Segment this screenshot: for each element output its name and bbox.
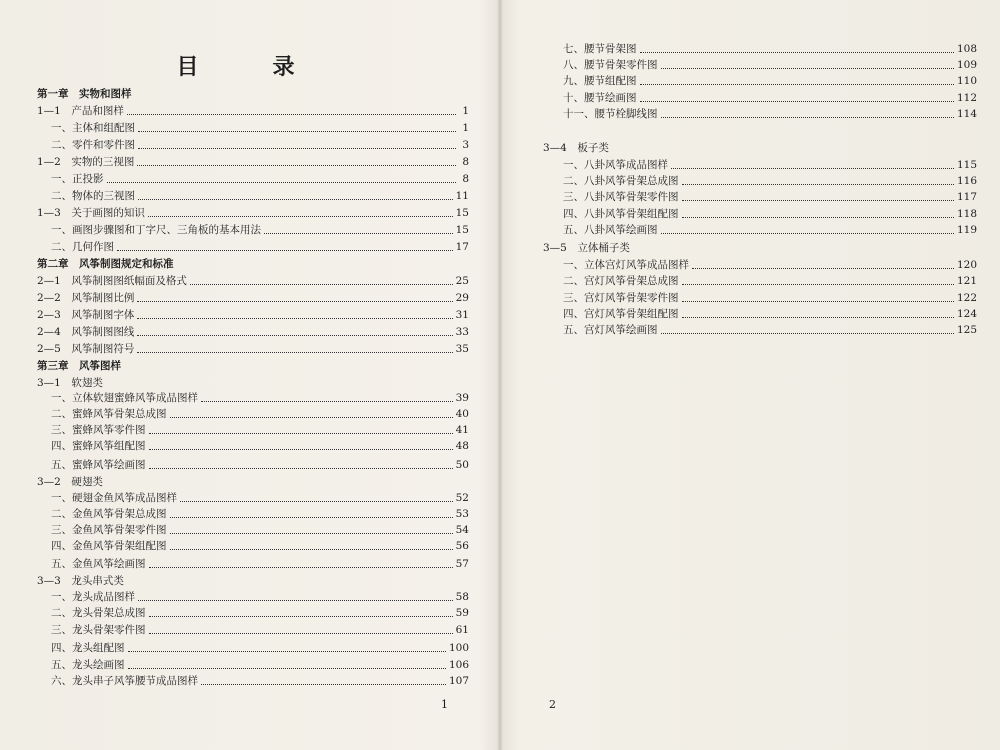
toc-entry-page: 25 bbox=[455, 275, 469, 287]
dot-leader bbox=[661, 333, 954, 334]
toc-entry-title: 三、龙头骨架零件图 bbox=[51, 624, 146, 636]
dot-leader bbox=[138, 131, 456, 132]
dot-leader bbox=[180, 501, 453, 502]
toc-entry bbox=[51, 171, 469, 187]
toc-entry-title: 八、腰节骨架零件图 bbox=[563, 59, 658, 71]
dot-leader bbox=[682, 200, 954, 201]
toc-entry-page: 120 bbox=[956, 259, 977, 271]
toc-entry-title: 3—5 立体桶子类 bbox=[543, 242, 630, 254]
toc-entry bbox=[51, 422, 469, 438]
toc-entry-title: 3—1 软翅类 bbox=[37, 377, 103, 389]
toc-entry-page: 15 bbox=[455, 224, 469, 236]
toc-entry-title: 一、主体和组配图 bbox=[51, 122, 135, 134]
dot-leader bbox=[170, 533, 453, 534]
toc-entry-title: 2—2 风筝制图比例 bbox=[37, 292, 135, 304]
toc-entry bbox=[37, 205, 469, 221]
toc-entry-page: 1 bbox=[462, 122, 469, 134]
toc-entry bbox=[543, 240, 977, 256]
dot-leader bbox=[117, 250, 453, 251]
toc-entry-title: 二、龙头骨架总成图 bbox=[51, 607, 146, 619]
dot-leader bbox=[190, 284, 453, 285]
toc-entry-page: 8 bbox=[462, 156, 469, 168]
toc-entry bbox=[51, 120, 469, 136]
dot-leader bbox=[170, 549, 453, 550]
toc-entry-page: 31 bbox=[455, 309, 469, 321]
toc-entry bbox=[563, 322, 977, 338]
dot-leader bbox=[149, 433, 453, 434]
toc-entry bbox=[37, 375, 469, 391]
toc-entry-page: 48 bbox=[455, 440, 469, 452]
toc-entry-page: 115 bbox=[956, 159, 977, 171]
toc-entry bbox=[51, 137, 469, 153]
toc-entry-title: 1—1 产品和图样 bbox=[37, 105, 124, 117]
toc-entry-title: 一、正投影 bbox=[51, 173, 104, 185]
dot-leader bbox=[201, 401, 453, 402]
toc-entry bbox=[51, 538, 469, 554]
toc-entry-title: 四、龙头组配图 bbox=[51, 642, 125, 654]
toc-entry-page: 109 bbox=[956, 59, 977, 71]
toc-entry-title: 2—1 风筝制图图纸幅面及格式 bbox=[37, 275, 187, 287]
dot-leader bbox=[128, 668, 446, 669]
toc-entry bbox=[51, 457, 469, 473]
toc-entry-title: 五、龙头绘画图 bbox=[51, 659, 125, 671]
toc-entry-title: 十一、腰节栓脚线图 bbox=[563, 108, 658, 120]
toc-entry bbox=[563, 257, 977, 273]
toc-entry bbox=[51, 490, 469, 506]
toc-entry-page: 17 bbox=[455, 241, 469, 253]
dot-leader bbox=[661, 117, 954, 118]
dot-leader bbox=[170, 517, 453, 518]
toc-entry bbox=[51, 406, 469, 422]
toc-entry-page: 29 bbox=[455, 292, 469, 304]
toc-entry-title: 五、宫灯风筝绘画图 bbox=[563, 324, 658, 336]
toc-entry bbox=[563, 290, 977, 306]
toc-entry-title: 一、八卦风筝成品图样 bbox=[563, 159, 668, 171]
dot-leader bbox=[640, 101, 954, 102]
dot-leader bbox=[137, 352, 452, 353]
toc-entry bbox=[37, 290, 469, 306]
toc-entry bbox=[51, 589, 469, 605]
toc-entry bbox=[563, 73, 977, 89]
dot-leader bbox=[640, 84, 954, 85]
toc-entry bbox=[37, 103, 469, 119]
toc-entry-page: 54 bbox=[455, 524, 469, 536]
toc-entry bbox=[563, 273, 977, 289]
toc-entry-title: 3—4 板子类 bbox=[543, 142, 609, 154]
toc-entry-title: 二、物体的三视图 bbox=[51, 190, 135, 202]
toc-entry bbox=[37, 474, 469, 490]
page-number-right: 2 bbox=[549, 698, 556, 711]
toc-entry-title: 二、几何作图 bbox=[51, 241, 114, 253]
toc-entry-title: 第一章 实物和图样 bbox=[37, 88, 132, 100]
toc-entry-title: 三、宫灯风筝骨架零件图 bbox=[563, 292, 679, 304]
toc-entry-title: 二、八卦风筝骨架总成图 bbox=[563, 175, 679, 187]
toc-entry bbox=[563, 222, 977, 238]
dot-leader bbox=[137, 335, 452, 336]
toc-entry bbox=[563, 41, 977, 57]
toc-entry-page: 11 bbox=[455, 190, 469, 202]
dot-leader bbox=[149, 449, 453, 450]
toc-entry-title: 2—5 风筝制图符号 bbox=[37, 343, 135, 355]
toc-entry bbox=[51, 657, 469, 673]
toc-entry bbox=[563, 157, 977, 173]
toc-entry bbox=[563, 57, 977, 73]
dot-leader bbox=[149, 633, 453, 634]
toc-entry-page: 106 bbox=[448, 659, 469, 671]
dot-leader bbox=[138, 148, 456, 149]
dot-leader bbox=[682, 184, 954, 185]
toc-entry-page: 112 bbox=[956, 92, 977, 104]
dot-leader bbox=[170, 417, 453, 418]
toc-entry bbox=[37, 273, 469, 289]
toc-entry-page: 3 bbox=[462, 139, 469, 151]
dot-leader bbox=[148, 216, 453, 217]
dot-leader bbox=[682, 301, 954, 302]
toc-entry-title: 三、八卦风筝骨架零件图 bbox=[563, 191, 679, 203]
toc-entry bbox=[51, 605, 469, 621]
left-page bbox=[0, 0, 497, 750]
dot-leader bbox=[138, 600, 453, 601]
toc-entry-page: 58 bbox=[455, 591, 469, 603]
toc-entry-page: 122 bbox=[956, 292, 977, 304]
toc-entry-title: 一、立体宫灯风筝成品图样 bbox=[563, 259, 689, 271]
toc-entry-title: 五、蜜蜂风筝绘画图 bbox=[51, 459, 146, 471]
toc-entry-title: 三、蜜蜂风筝零件图 bbox=[51, 424, 146, 436]
toc-entry-title: 2—4 风筝制图图线 bbox=[37, 326, 135, 338]
toc-entry bbox=[51, 556, 469, 572]
toc-entry-title: 一、画图步骤图和丁字尺、三角板的基本用法 bbox=[51, 224, 261, 236]
toc-entry-title: 第三章 风筝图样 bbox=[37, 360, 121, 372]
toc-entry bbox=[51, 188, 469, 204]
toc-entry-title: 第二章 风筝制图规定和标准 bbox=[37, 258, 174, 270]
toc-entry bbox=[37, 154, 469, 170]
toc-entry-title: 3—2 硬翅类 bbox=[37, 476, 103, 488]
toc-entry-page: 61 bbox=[455, 624, 469, 636]
dot-leader bbox=[264, 233, 453, 234]
toc-entry bbox=[51, 239, 469, 255]
toc-entry-title: 一、硬翅金鱼风筝成品图样 bbox=[51, 492, 177, 504]
toc-entry-title: 四、宫灯风筝骨架组配图 bbox=[563, 308, 679, 320]
toc-entry-page: 53 bbox=[455, 508, 469, 520]
toc-entry bbox=[37, 307, 469, 323]
toc-entry bbox=[563, 106, 977, 122]
dot-leader bbox=[682, 317, 954, 318]
toc-entry-page: 56 bbox=[455, 540, 469, 552]
toc-entry-page: 119 bbox=[956, 224, 977, 236]
toc-entry bbox=[51, 522, 469, 538]
toc-entry bbox=[51, 390, 469, 406]
toc-entry bbox=[563, 189, 977, 205]
toc-entry-title: 四、蜜蜂风筝组配图 bbox=[51, 440, 146, 452]
dot-leader bbox=[661, 68, 954, 69]
toc-entry-page: 116 bbox=[956, 175, 977, 187]
toc-entry bbox=[37, 573, 469, 589]
toc-entry-title: 十、腰节绘画图 bbox=[563, 92, 637, 104]
toc-entry-title: 3—3 龙头串式类 bbox=[37, 575, 124, 587]
toc-entry-title: 2—3 风筝制图字体 bbox=[37, 309, 135, 321]
toc-entry bbox=[37, 256, 469, 272]
toc-entry bbox=[37, 86, 469, 102]
dot-leader bbox=[640, 52, 954, 53]
toc-entry-title: 九、腰节组配图 bbox=[563, 75, 637, 87]
toc-entry-title: 二、宫灯风筝骨架总成图 bbox=[563, 275, 679, 287]
toc-entry-page: 50 bbox=[455, 459, 469, 471]
dot-leader bbox=[661, 233, 954, 234]
toc-entry-title: 三、金鱼风筝骨架零件图 bbox=[51, 524, 167, 536]
toc-entry-title: 五、八卦风筝绘画图 bbox=[563, 224, 658, 236]
toc-entry-page: 39 bbox=[455, 392, 469, 404]
toc-entry bbox=[563, 173, 977, 189]
toc-entry-page: 114 bbox=[956, 108, 977, 120]
dot-leader bbox=[149, 468, 453, 469]
toc-entry-title: 二、金鱼风筝骨架总成图 bbox=[51, 508, 167, 520]
toc-entry-page: 41 bbox=[455, 424, 469, 436]
page-number-left: 1 bbox=[441, 698, 448, 711]
toc-entry bbox=[37, 341, 469, 357]
toc-entry bbox=[563, 306, 977, 322]
toc-entry bbox=[563, 206, 977, 222]
dot-leader bbox=[127, 114, 456, 115]
toc-entry-title: 1—3 关于画图的知识 bbox=[37, 207, 145, 219]
toc-entry bbox=[51, 622, 469, 638]
dot-leader bbox=[149, 616, 453, 617]
dot-leader bbox=[128, 651, 446, 652]
toc-entry-page: 117 bbox=[956, 191, 977, 203]
dot-leader bbox=[692, 268, 954, 269]
toc-entry bbox=[51, 640, 469, 656]
toc-entry-title: 二、蜜蜂风筝骨架总成图 bbox=[51, 408, 167, 420]
toc-entry-page: 40 bbox=[455, 408, 469, 420]
toc-entry-page: 100 bbox=[448, 642, 469, 654]
toc-entry-page: 35 bbox=[455, 343, 469, 355]
toc-entry bbox=[37, 324, 469, 340]
dot-leader bbox=[682, 284, 954, 285]
toc-entry-page: 110 bbox=[956, 75, 977, 87]
toc-entry-page: 33 bbox=[455, 326, 469, 338]
dot-leader bbox=[149, 567, 453, 568]
toc-entry-page: 57 bbox=[455, 558, 469, 570]
toc-entry-page: 125 bbox=[956, 324, 977, 336]
dot-leader bbox=[137, 318, 452, 319]
toc-entry bbox=[51, 506, 469, 522]
toc-entry-title: 一、龙头成品图样 bbox=[51, 591, 135, 603]
toc-entry-page: 1 bbox=[462, 105, 469, 117]
toc-entry-title: 四、金鱼风筝骨架组配图 bbox=[51, 540, 167, 552]
toc-entry-title: 七、腰节骨架图 bbox=[563, 43, 637, 55]
dot-leader bbox=[107, 182, 457, 183]
toc-entry-page: 52 bbox=[455, 492, 469, 504]
toc-entry-page: 118 bbox=[956, 208, 977, 220]
dot-leader bbox=[671, 168, 954, 169]
toc-entry-title: 1—2 实物的三视图 bbox=[37, 156, 135, 168]
dot-leader bbox=[137, 165, 456, 166]
toc-entry bbox=[51, 673, 469, 689]
toc-entry-title: 一、立体软翅蜜蜂风筝成品图样 bbox=[51, 392, 198, 404]
toc-entry-page: 107 bbox=[448, 675, 469, 687]
dot-leader bbox=[137, 301, 452, 302]
toc-entry bbox=[543, 140, 977, 156]
toc-entry-page: 8 bbox=[462, 173, 469, 185]
dot-leader bbox=[682, 217, 954, 218]
page-title: 目 录 bbox=[176, 55, 321, 80]
dot-leader bbox=[138, 199, 453, 200]
toc-entry-page: 15 bbox=[455, 207, 469, 219]
dot-leader bbox=[201, 684, 446, 685]
toc-entry bbox=[51, 438, 469, 454]
toc-entry-page: 124 bbox=[956, 308, 977, 320]
toc-entry-page: 121 bbox=[956, 275, 977, 287]
toc-entry-title: 五、金鱼风筝绘画图 bbox=[51, 558, 146, 570]
toc-entry bbox=[37, 358, 469, 374]
toc-entry-title: 二、零件和零件图 bbox=[51, 139, 135, 151]
toc-entry-page: 108 bbox=[956, 43, 977, 55]
toc-entry bbox=[51, 222, 469, 238]
toc-entry-title: 四、八卦风筝骨架组配图 bbox=[563, 208, 679, 220]
right-page bbox=[503, 0, 1000, 750]
toc-entry-title: 六、龙头串子风筝腰节成品图样 bbox=[51, 675, 198, 687]
toc-entry bbox=[563, 90, 977, 106]
toc-entry-page: 59 bbox=[455, 607, 469, 619]
